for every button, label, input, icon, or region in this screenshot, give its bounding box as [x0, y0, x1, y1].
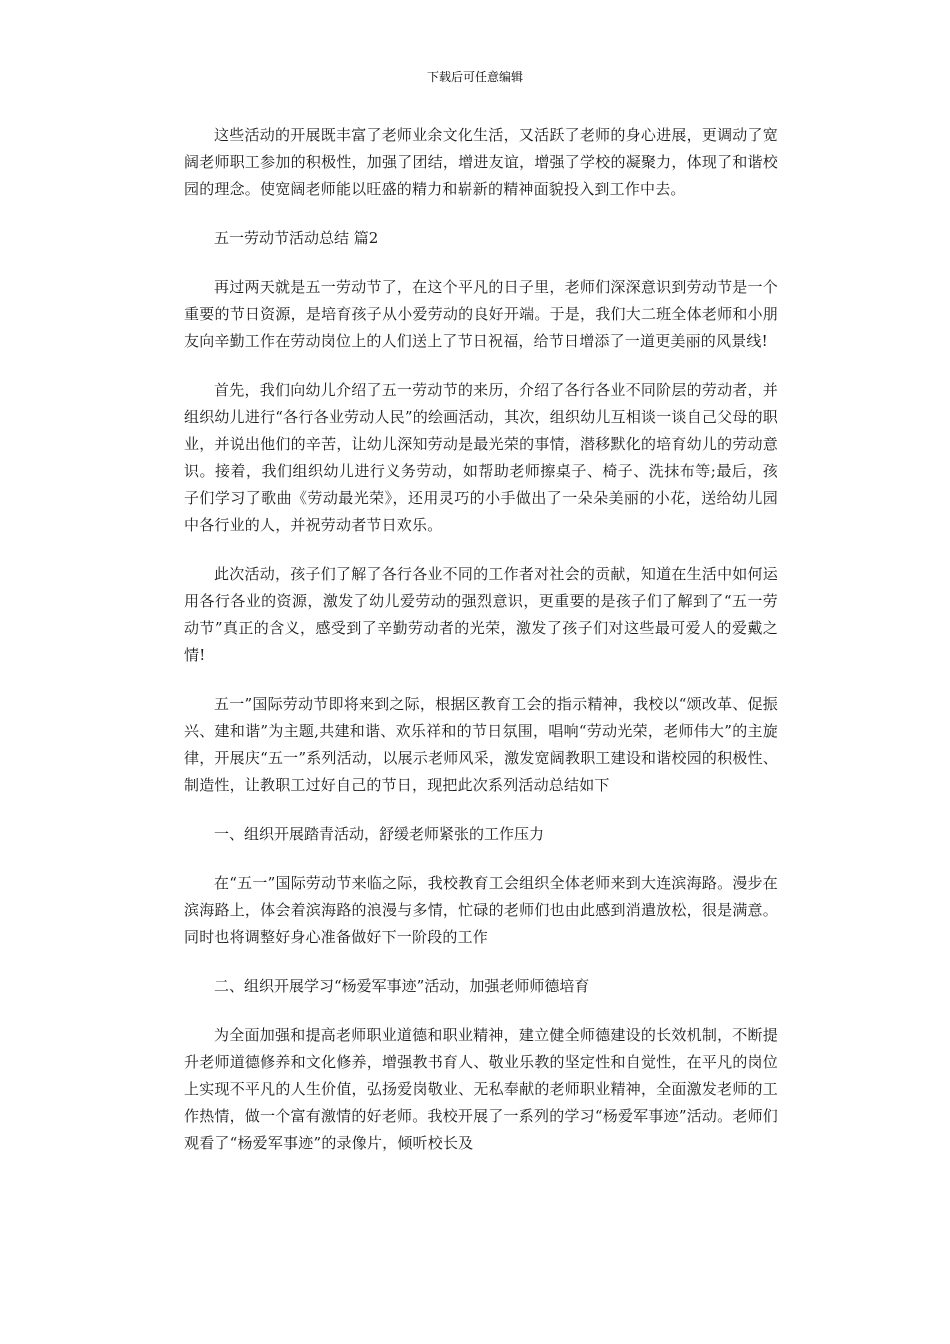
paragraph-school-plan: 五一”国际劳动节即将来到之际，根据区教育工会的指示精神，我校以“颂改革、促振兴、建和谐”为主题,共建和谐、欢乐祥和的节日氛围，唱响“劳动光荣，老师伟大”的主旋律，开展庆“五一”系列活动，以展示老师风采，激发宽阔教职工建设和谐校园的积极性、制造性，让教职工过好自己的节日，现把此次系列活动总结如下	[184, 695, 778, 794]
section-heading-2: 二、组织开展学习“杨爱军事迹”活动，加强老师师德培育	[214, 977, 590, 995]
paragraph-activities-summary: 这些活动的开展既丰富了老师业余文化生活，又活跃了老师的身心进展，更调动了宽阔老师职工参加的积极性，加强了团结，增进友谊，增强了学校的凝聚力，体现了和谐校园的理念。使宽阔老师能以旺盛的精力和崭新的精神面貌投入到工作中去。	[184, 126, 778, 198]
paragraph-ethics: 为全面加强和提高老师职业道德和职业精神，建立健全师德建设的长效机制，不断提升老师道德修养和文化修养，增强教书育人、敬业乐教的坚定性和自觉性，在平凡的岗位上实现不平凡的人生价值，弘扬爱岗敬业、无私奉献的老师职业精神，全面激发老师的工作热情，做一个富有激情的好老师。我校开展了一系列的学习“杨爱军事迹”活动。老师们观看了“杨爱军事迹”的录像片，倾听校长及	[184, 1026, 778, 1152]
page-header: 下载后可任意编辑	[426, 70, 523, 84]
paragraph-first: 首先，我们向幼儿介绍了五一劳动节的来历，介绍了各行各业不同阶层的劳动者，并组织幼儿进行“各行各业劳动人民”的绘画活动，其次，组织幼儿互相谈一谈自己父母的职业，并说出他们的辛苦，让幼儿深知劳动是最光荣的事情，潜移默化的培育幼儿的劳动意识。接着，我们组织幼儿进行义务劳动，如帮助老师擦桌子、椅子、洗抹布等;最后，孩子们学习了歌曲《劳动最光荣》，还用灵巧的小手做出了一朵朵美丽的小花，送给幼儿园中各行业的人，并祝劳动者节日欢乐。	[184, 381, 778, 534]
section-title-part-2: 五一劳动节活动总结 篇2	[214, 229, 379, 247]
paragraph-outcome: 此次活动，孩子们了解了各行各业不同的工作者对社会的贡献，知道在生活中如何运用各行各业的资源，激发了幼儿爱劳动的强烈意识，更重要的是孩子们了解到了“五一劳动节”真正的含义，感受到了辛勤劳动者的光荣，激发了孩子们对这些最可爱人的爱戴之情!	[184, 565, 778, 664]
paragraph-outing: 在“五一”国际劳动节来临之际，我校教育工会组织全体老师来到大连滨海路。漫步在滨海路上，体会着滨海路的浪漫与多情，忙碌的老师们也由此感到消遣放松，很是满意。同时也将调整好身心准备做好下一阶段的工作	[184, 874, 778, 946]
section-heading-1: 一、组织开展踏青活动，舒缓老师紧张的工作压力	[214, 825, 545, 843]
paragraph-intro: 再过两天就是五一劳动节了，在这个平凡的日子里，老师们深深意识到劳动节是一个重要的节日资源，是培育孩子从小爱劳动的良好开端。于是，我们大二班全体老师和小朋友向辛勤工作在劳动岗位上的人们送上了节日祝福，给节日增添了一道更美丽的风景线!	[184, 278, 778, 350]
document-body	[184, 122, 778, 1179]
